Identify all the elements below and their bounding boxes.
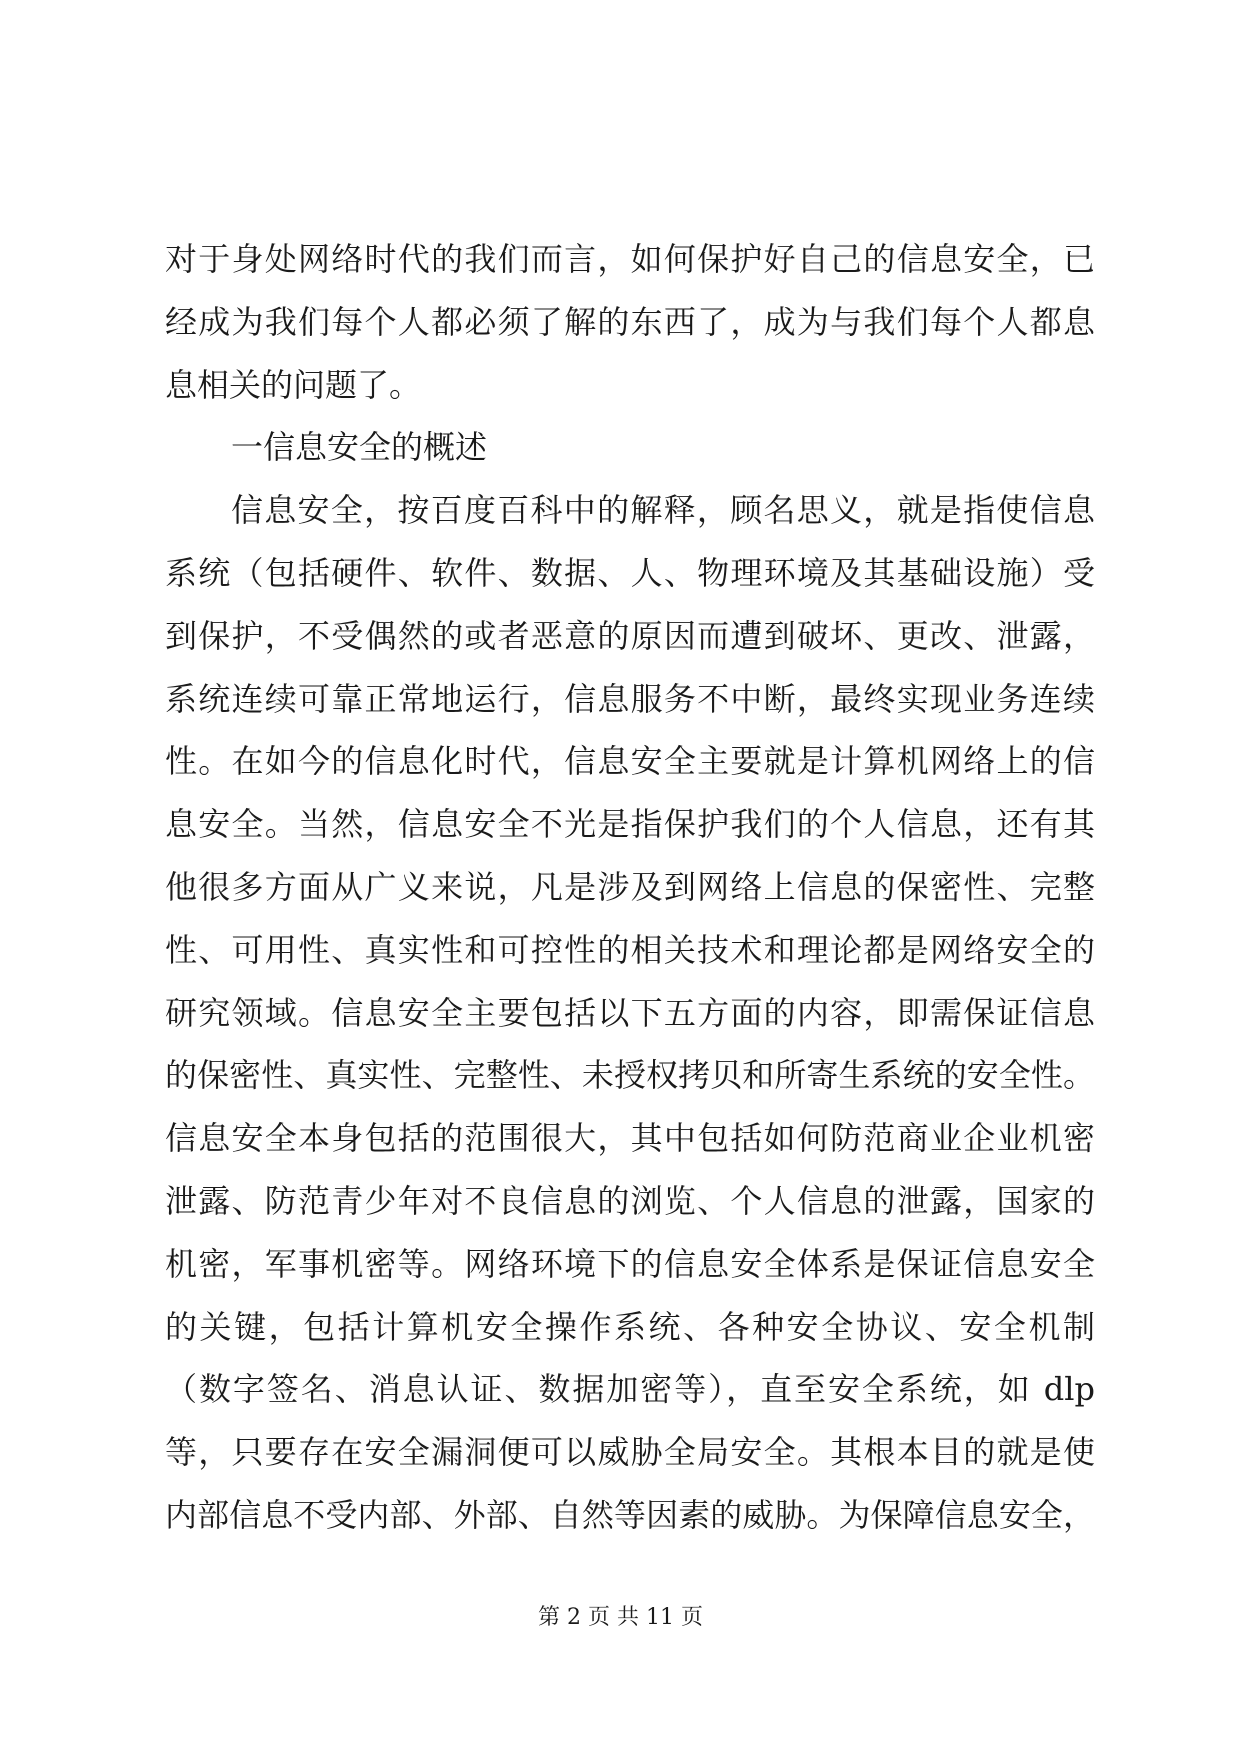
body-text	[165, 228, 1095, 1547]
text-line: 性。在如今的信息化时代，信息安全主要就是计算机网络上的信	[165, 742, 1095, 781]
text-line: 的保密性、真实性、完整性、未授权拷贝和所寄生系统的安全性。	[165, 1056, 1095, 1095]
text-line: 的关键，包括计算机安全操作系统、各种安全协议、安全机制	[165, 1307, 1095, 1346]
text-line: 信息安全本身包括的范围很大，其中包括如何防范商业企业机密	[165, 1119, 1095, 1158]
text-line: 他很多方面从广义来说，凡是涉及到网络上信息的保密性、完整	[165, 867, 1095, 906]
section-heading: 一信息安全的概述	[231, 428, 488, 467]
page-footer: 第 2 页 共 11 页	[538, 1605, 703, 1630]
text-line: 到保护，不受偶然的或者恶意的原因而遭到破坏、更改、泄露，	[165, 616, 1095, 655]
text-line: 经成为我们每个人都必须了解的东西了，成为与我们每个人都息	[165, 302, 1095, 341]
text-line: 泄露、防范青少年对不良信息的浏览、个人信息的泄露，国家的	[165, 1181, 1095, 1220]
text-line: 研究领域。信息安全主要包括以下五方面的内容，即需保证信息	[165, 993, 1095, 1032]
text-line: （数字签名、消息认证、数据加密等），直至安全系统，如 dlp	[165, 1370, 1095, 1409]
text-line: 性、可用性、真实性和可控性的相关技术和理论都是网络安全的	[165, 930, 1095, 969]
text-line: 对于身处网络时代的我们而言，如何保护好自己的信息安全，已	[165, 240, 1095, 278]
text-line: 息相关的问题了。	[165, 365, 422, 404]
text-line: 内部信息不受内部、外部、自然等因素的威胁。为保障信息安全，	[165, 1495, 1095, 1534]
text-line: 机密，军事机密等。网络环境下的信息安全体系是保证信息安全	[165, 1244, 1095, 1283]
text-line: 系统（包括硬件、软件、数据、人、物理环境及其基础设施）受	[165, 553, 1095, 592]
text-line: 息安全。当然，信息安全不光是指保护我们的个人信息，还有其	[165, 805, 1095, 844]
text-line: 信息安全，按百度百科中的解释，顾名思义，就是指使信息	[231, 491, 1095, 530]
text-line: 系统连续可靠正常地运行，信息服务不中断，最终实现业务连续	[165, 679, 1095, 718]
text-line: 等，只要存在安全漏洞便可以威胁全局安全。其根本目的就是使	[165, 1433, 1095, 1472]
